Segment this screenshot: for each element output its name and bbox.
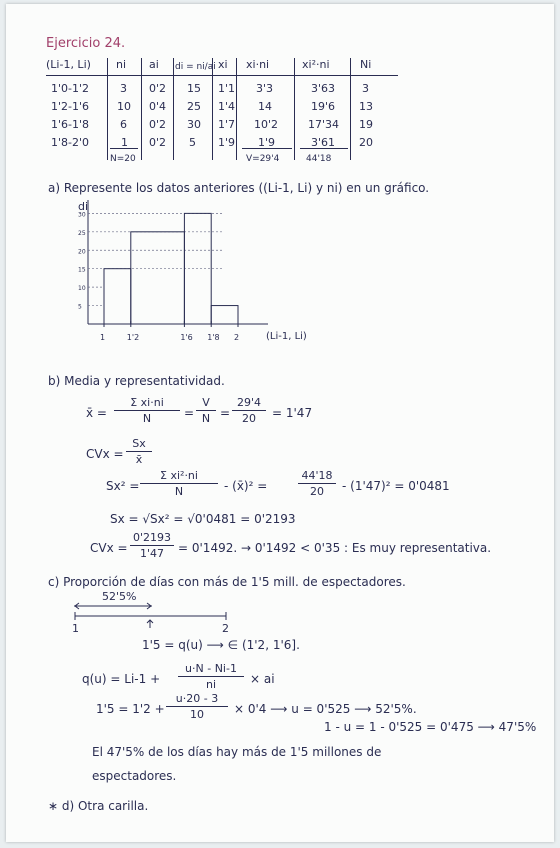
quantile-formula-numerator: u·N - Ni-1: [185, 662, 237, 675]
table-col-rule: [107, 58, 108, 160]
y-tick-label: 5: [78, 303, 82, 311]
table-cell: 1'4: [218, 100, 236, 113]
table-cell: 10: [117, 100, 131, 113]
part-c-statement: c) Proporción de días con más de 1'5 mill. de espectadores.: [48, 575, 406, 589]
total-v: V=29'4: [246, 154, 280, 164]
table-cell: 0'2: [149, 118, 167, 131]
histogram-bar: [211, 306, 238, 324]
table-header-rule: [46, 75, 398, 76]
variance-lhs: Sx² =: [106, 479, 140, 493]
table-cell: 20: [359, 136, 373, 149]
table-cell: 1'8-2'0: [51, 136, 90, 149]
number-line-left: 1: [72, 622, 79, 635]
table-cell: 19'6: [311, 100, 336, 113]
table-header-xini: xi·ni: [246, 58, 270, 71]
mean-eq: =: [184, 406, 195, 420]
total-q: 44'18: [306, 154, 332, 164]
table-cell: 25: [187, 100, 201, 113]
cv-numerator: 0'2193: [132, 531, 172, 544]
table-cell: 5: [189, 136, 196, 149]
part-b-statement: b) Media y representatividad.: [48, 374, 225, 388]
x-tick-label: 1: [100, 333, 106, 342]
table-cell: 1'1: [218, 82, 236, 95]
cv-fraction: [130, 531, 174, 560]
y-tick-label: 10: [78, 285, 86, 293]
table-header-interval: (Li-1, Li): [46, 58, 91, 71]
conclusion-line-1: El 47'5% de los días hay más de 1'5 millones de: [92, 745, 382, 759]
table-col-rule: [173, 58, 174, 160]
table-cell: 1'2-1'6: [51, 100, 90, 113]
quantile-formula-fraction: [178, 662, 244, 691]
quantile-formula-lhs: q(u) = Li-1 +: [82, 672, 161, 686]
table-cell: 3: [120, 82, 127, 95]
complement-result: 1 - u = 1 - 0'525 = 0'475 ⟶ 47'5%: [324, 720, 537, 734]
table-cell: 3'3: [256, 82, 274, 95]
table-header-Ni: Ni: [360, 58, 372, 71]
table-cell: 0'2: [149, 82, 167, 95]
mean-result: = 1'47: [272, 406, 313, 420]
mean-fraction-3: [232, 396, 266, 425]
table-cell: 1'7: [218, 118, 236, 131]
x-tick-label: 1'6: [180, 333, 193, 342]
mean-numerator: Σ xi·ni: [130, 396, 164, 409]
variance-mid: - (x̄)² =: [224, 479, 268, 493]
mean-fraction-2: [196, 396, 216, 425]
notebook-page: [6, 4, 554, 842]
cv-def-denominator: x̄: [135, 453, 143, 466]
y-tick-label: 25: [78, 229, 86, 237]
x-tick-label: 1'2: [126, 333, 140, 342]
table-cell: 1'6-1'8: [51, 118, 90, 131]
y-tick-label: 15: [78, 266, 86, 274]
y-tick-label: 30: [78, 211, 86, 219]
quantile-formula-denominator: ni: [205, 678, 217, 691]
number-line: [74, 600, 234, 630]
histogram-bar: [131, 232, 185, 324]
substitution-fraction: [166, 692, 228, 721]
variance-fraction-2: [298, 469, 336, 498]
mean-denominator-2: N: [201, 412, 211, 425]
table-cell: 1'9: [258, 136, 276, 149]
number-line-right: 2: [222, 622, 229, 635]
variance-denominator: N: [174, 485, 184, 498]
table-col-rule: [236, 58, 237, 160]
mean-denominator: N: [142, 412, 152, 425]
table-cell: 19: [359, 118, 373, 131]
table-cell: 6: [120, 118, 127, 131]
substitution-lhs: 1'5 = 1'2 +: [96, 702, 165, 716]
table-header-ni: ni: [116, 58, 127, 71]
table-col-rule: [350, 58, 351, 160]
substitution-numerator: u·20 - 3: [175, 692, 219, 705]
mean-eq-2: =: [220, 406, 231, 420]
cv-lhs: CVx =: [90, 541, 128, 555]
table-header-xi: xi: [218, 58, 228, 71]
cv-def-fraction: [126, 437, 152, 466]
cv-def-lhs: CVx =: [86, 447, 124, 461]
y-tick-label: 20: [78, 248, 86, 256]
number-line-percent: 52'5%: [102, 590, 137, 603]
table-cell: 14: [258, 100, 272, 113]
table-cell: 15: [187, 82, 201, 95]
mean-lhs: x̄ =: [86, 406, 107, 420]
total-n: N=20: [110, 154, 136, 164]
table-cell: 1'0-1'2: [51, 82, 90, 95]
cv-result: = 0'1492. → 0'1492 < 0'35 : Es muy representativa.: [178, 541, 492, 555]
table-col-rule: [294, 58, 295, 160]
table-col-rule: [141, 58, 142, 160]
substitution-rhs: × 0'4 ⟶ u = 0'525 ⟶ 52'5%.: [234, 702, 417, 716]
quantile-formula-rhs: × ai: [250, 672, 275, 686]
cv-denominator: 1'47: [139, 547, 165, 560]
variance-result: - (1'47)² = 0'0481: [342, 479, 450, 493]
quantile-equation: 1'5 = q(u) ⟶ ∈ (1'2, 1'6].: [142, 638, 300, 652]
std-deviation: Sx = √Sx² = √0'0481 = 0'2193: [110, 512, 296, 526]
histogram-bar: [104, 269, 131, 324]
variance-denominator-2: 20: [310, 485, 324, 498]
table-cell: 0'2: [149, 136, 167, 149]
conclusion-line-2: espectadores.: [92, 769, 177, 783]
histogram-chart: [56, 196, 346, 356]
table-cell: 10'2: [254, 118, 279, 131]
mean-numerator-3: 29'4: [236, 396, 262, 409]
part-d-statement: ∗ d) Otra carilla.: [48, 799, 149, 813]
table-header-xi2ni: xi²·ni: [302, 58, 330, 71]
table-cell: 3'63: [311, 82, 336, 95]
table-cell: 3: [362, 82, 369, 95]
table-cell: 17'34: [308, 118, 340, 131]
table-header-di: di = ni/ai: [175, 62, 216, 72]
x-axis-label: (Li-1, Li): [266, 331, 307, 342]
cv-def-numerator: Sx: [132, 437, 146, 450]
table-header-ai: ai: [149, 58, 159, 71]
mean-denominator-3: 20: [242, 412, 256, 425]
table-cell: 0'4: [149, 100, 167, 113]
variance-numerator: Σ xi²·ni: [160, 469, 198, 482]
y-axis-label: di: [78, 200, 89, 213]
table-cell: 13: [359, 100, 373, 113]
mean-numerator-2: V: [202, 396, 210, 409]
table-cell: 3'61: [311, 136, 336, 149]
substitution-denominator: 10: [190, 708, 204, 721]
x-tick-label: 2: [234, 333, 240, 342]
x-tick-label: 1'8: [207, 333, 220, 342]
table-cell: 1: [121, 136, 128, 149]
variance-fraction: [140, 469, 218, 498]
exercise-title: Ejercicio 24.: [46, 36, 126, 51]
variance-numerator-2: 44'18: [301, 469, 333, 482]
mean-fraction: [114, 396, 180, 425]
table-cell: 30: [187, 118, 201, 131]
table-cell: 1'9: [218, 136, 236, 149]
part-a-statement: a) Represente los datos anteriores ((Li-1, Li) y ni) en un gráfico.: [48, 181, 430, 195]
